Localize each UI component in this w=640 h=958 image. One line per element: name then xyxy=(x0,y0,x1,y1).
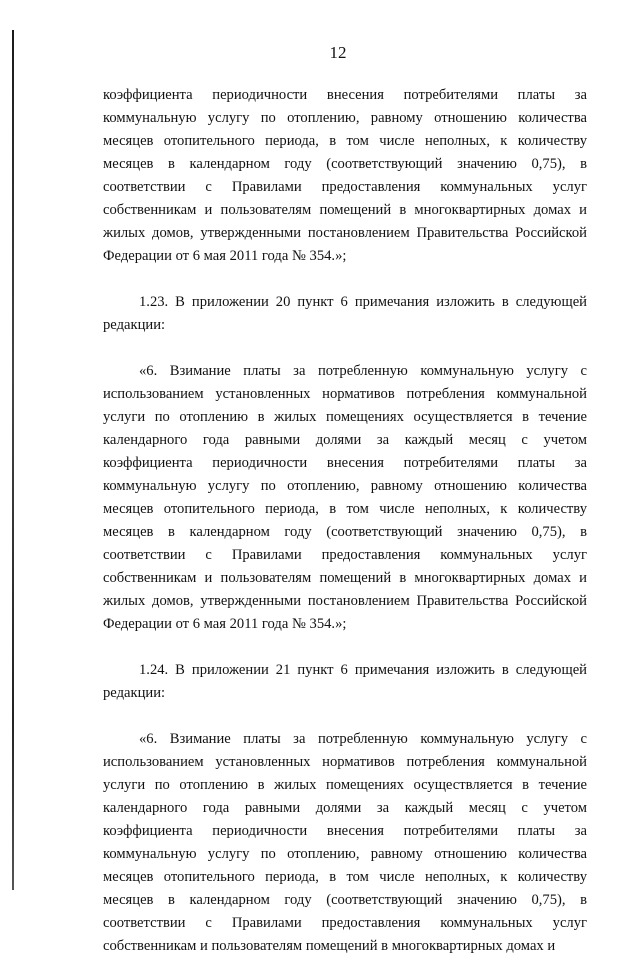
document-body xyxy=(103,84,587,958)
text-line: «6. Взимание платы за потребленную коммунальную услугу с xyxy=(139,363,587,379)
paragraph xyxy=(103,291,587,337)
paragraph xyxy=(103,84,587,268)
text-line: использованием установленных нормативов потребления коммунальной xyxy=(103,754,587,770)
text-line: услуги по отоплению в жилых помещениях осуществляется в течение xyxy=(103,777,587,793)
text-line: услуги по отоплению в жилых помещениях осуществляется в течение xyxy=(103,409,587,425)
text-line: месяцев в календарном году (соответствующий значению 0,75), в xyxy=(103,156,587,172)
scan-edge-line xyxy=(12,30,14,890)
text-line: коммунальную услугу по отоплению, равному отношению количества xyxy=(103,110,587,126)
text-line: 1.24. В приложении 21 пункт 6 примечания изложить в следующей xyxy=(139,662,587,678)
paragraph-gap xyxy=(103,705,587,728)
text-line: коэффициента периодичности внесения потребителями платы за xyxy=(103,823,587,839)
text-line: Федерации от 6 мая 2011 года № 354.»; xyxy=(103,616,347,632)
text-line: коэффициента периодичности внесения потребителями платы за xyxy=(103,455,587,471)
text-line: месяцев в календарном году (соответствующий значению 0,75), в xyxy=(103,892,587,908)
text-line: соответствии с Правилами предоставления коммунальных услуг xyxy=(103,547,587,563)
text-line: жилых домов, утвержденными постановлением Правительства Российской xyxy=(103,593,587,609)
text-line: месяцев отопительного периода, в том числе неполных, к количеству xyxy=(103,133,587,149)
paragraph-gap xyxy=(103,268,587,291)
text-line: собственникам и пользователям помещений в многоквартирных домах и xyxy=(103,570,587,586)
paragraph xyxy=(103,659,587,705)
text-line: Федерации от 6 мая 2011 года № 354.»; xyxy=(103,248,347,264)
text-line: месяцев отопительного периода, в том числе неполных, к количеству xyxy=(103,501,587,517)
text-line: месяцев отопительного периода, в том числе неполных, к количеству xyxy=(103,869,587,885)
text-line: месяцев в календарном году (соответствующий значению 0,75), в xyxy=(103,524,587,540)
paragraph xyxy=(103,360,587,636)
text-line: календарного года равными долями за каждый месяц с учетом xyxy=(103,800,587,816)
text-line: собственникам и пользователям помещений в многоквартирных домах и xyxy=(103,938,556,954)
text-line: коэффициента периодичности внесения потребителями платы за xyxy=(103,87,587,103)
text-line: «6. Взимание платы за потребленную коммунальную услугу с xyxy=(139,731,587,747)
text-line: редакции: xyxy=(103,317,166,333)
text-line: редакции: xyxy=(103,685,166,701)
paragraph-gap xyxy=(103,337,587,360)
text-line: 1.23. В приложении 20 пункт 6 примечания изложить в следующей xyxy=(139,294,587,310)
text-line: коммунальную услугу по отоплению, равному отношению количества xyxy=(103,846,587,862)
text-line: собственникам и пользователям помещений в многоквартирных домах и xyxy=(103,202,587,218)
text-line: коммунальную услугу по отоплению, равному отношению количества xyxy=(103,478,587,494)
text-line: использованием установленных нормативов потребления коммунальной xyxy=(103,386,587,402)
text-line: календарного года равными долями за каждый месяц с учетом xyxy=(103,432,587,448)
paragraph-gap xyxy=(103,636,587,659)
text-line: соответствии с Правилами предоставления коммунальных услуг xyxy=(103,179,587,195)
text-line: соответствии с Правилами предоставления коммунальных услуг xyxy=(103,915,587,931)
page-number: 12 xyxy=(329,43,347,62)
text-line: жилых домов, утвержденными постановлением Правительства Российской xyxy=(103,225,587,241)
paragraph xyxy=(103,728,587,958)
